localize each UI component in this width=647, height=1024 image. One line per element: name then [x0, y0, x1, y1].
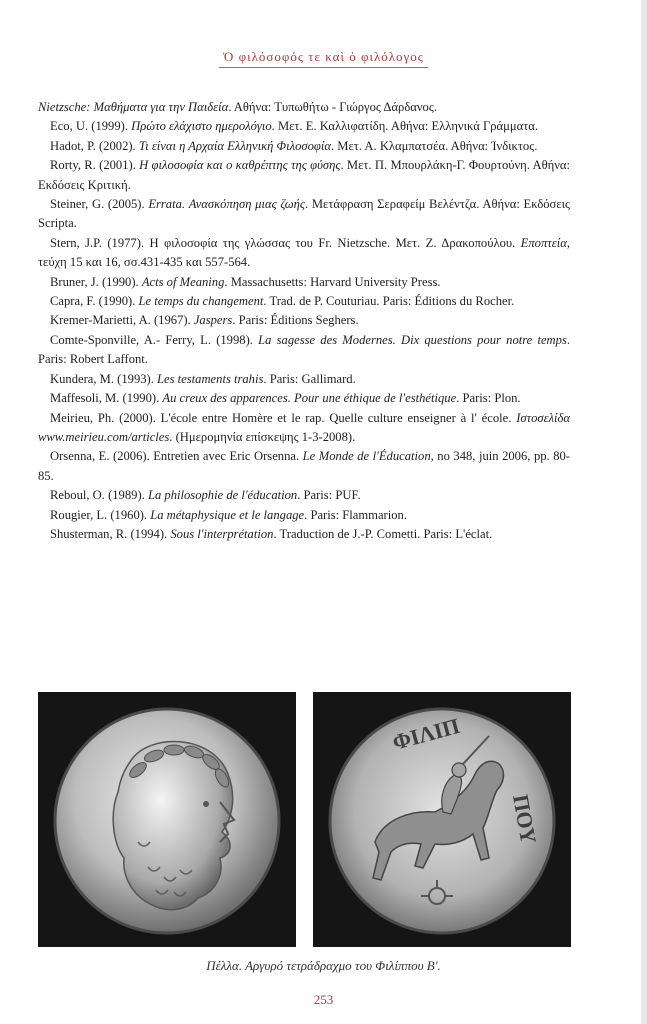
reference-title: Η φιλοσοφία και ο καθρέπτης της φύσης — [139, 158, 341, 173]
reference-entry — [38, 117, 570, 136]
reference-text: . Traduction de J.-P. Cometti. Paris: L'éclat. — [273, 526, 493, 541]
reference-title: Le Monde de l'Éducation — [302, 449, 431, 464]
reference-title: Errata. Ανασκόπηση μιας ζωής — [148, 197, 306, 212]
reference-title: La métaphysique et le langage — [150, 507, 305, 522]
reference-title: Τι είναι η Αρχαία Ελληνική Φιλοσοφία — [138, 138, 331, 153]
reference-title: Πρώτο ελάχιστο ημερολόγιο — [131, 119, 272, 134]
reference-text: . Μετάφραση Σεραφείμ Βελέντζα. Αθήνα: Εκδόσεις Scripta. — [38, 197, 571, 231]
reference-text: Shusterman, R. (1994). — [50, 526, 171, 541]
reference-entry — [38, 311, 570, 330]
reference-title: La sagesse des Modernes. Dix questions pour notre temps — [258, 332, 567, 347]
coin-plates — [38, 692, 570, 947]
rider-head — [452, 763, 466, 777]
reference-text: Stern, J.P. (1977). Η φιλοσοφία της γλώσσας του Fr. Nietzsche. Μετ. Ζ. Δρακοπούλου. — [50, 235, 521, 250]
reference-text: Steiner, G. (2005). — [50, 197, 149, 212]
reference-text: Hadot, P. (2002). — [50, 138, 139, 153]
reference-list — [38, 98, 570, 544]
reference-entry — [38, 525, 570, 544]
reference-title: Les testaments trahis — [157, 371, 264, 386]
coin-inscription-top: ΦΙΛΙΠ — [389, 713, 463, 755]
reference-text: , no 348, juin 2006, pp. 80-85. — [38, 449, 570, 483]
reference-text: . Paris: PUF. — [297, 488, 361, 503]
reference-text: . Μετ. Ε. Καλλιφατίδη. Αθήνα: Ελληνικά Γράμματα. — [271, 119, 539, 134]
reference-text: . Paris: Plon. — [456, 391, 521, 406]
reference-entry — [38, 389, 570, 408]
reference-text: . Μετ. Π. Μπουρλάκη-Γ. Φουρτούνη. Αθήνα: Εκδόσεις Κριτική. — [38, 158, 571, 192]
reference-text: Kundera, M. (1993). — [50, 371, 158, 386]
reference-entry — [38, 195, 570, 234]
reference-text: . Trad. de P. Couturiau. Paris: Éditions du Rocher. — [263, 294, 515, 309]
figure-caption: Πέλλα. Αργυρό τετράδραχμο του Φιλίππου Β'. — [206, 958, 441, 973]
reference-text: . Αθήνα: Τυπωθήτω - Γιώργος Δάρδανος. — [228, 100, 437, 114]
running-head — [0, 48, 647, 66]
reference-entry — [38, 370, 570, 389]
reference-title: Nietzsche: Μαθήματα για την Παιδεία — [38, 100, 229, 114]
reference-text: Rougier, L. (1960). — [50, 507, 151, 522]
reference-entry — [38, 273, 570, 292]
reference-text: Reboul, O. (1989). — [50, 488, 148, 503]
reference-title: Εποπτεία — [520, 235, 567, 250]
reference-text: . (Ημερομηνία επίσκεψης 1-3-2008). — [169, 429, 356, 444]
reference-text: Comte-Sponville, A.- Ferry, L. (1998). — [50, 332, 259, 347]
reference-text: Capra, F. (1990). — [50, 294, 139, 309]
reference-entry — [38, 447, 570, 486]
page-number: 253 — [313, 992, 334, 1007]
reference-entry — [38, 137, 570, 156]
reference-text: Maffesoli, M. (1990). — [50, 391, 163, 406]
reference-entry — [38, 486, 570, 505]
running-head-text: Ὁ φιλόσοφός τε καὶ ὁ φιλόλογος — [219, 49, 428, 68]
reference-title: Au creux des apparences. Pour une éthique de l'esthétique — [162, 391, 457, 406]
reference-title: Jaspers — [193, 313, 233, 328]
coin-obverse-photo — [38, 692, 296, 947]
reference-entry — [38, 98, 570, 117]
reference-text: , τεύχη 15 και 16, σσ.431-435 και 557-564. — [38, 235, 570, 270]
coin-reverse-photo — [313, 692, 571, 947]
reference-text: Meirieu, Ph. (2000). L'école entre Homère et le rap. Quelle culture enseigner à l' école. — [50, 410, 517, 425]
reference-title: Sous l'interprétation — [170, 526, 274, 541]
reference-entry — [38, 506, 570, 525]
page-edge — [641, 0, 647, 1024]
reference-text: . Μετ. Α. Κλαμπατσέα. Αθήνα: Ίνδικτος. — [330, 138, 538, 153]
reference-title: Ιστοσελίδα www.meirieu.com/articles — [38, 410, 570, 444]
reference-text: . Paris: Flammarion. — [304, 507, 407, 522]
reference-text: Orsenna, E. (2006). Entretien avec Eric Orsenna. — [50, 449, 303, 464]
reference-entry — [38, 292, 570, 311]
reference-title: Le temps du changement — [138, 294, 264, 309]
reference-text: . Paris: Gallimard. — [263, 371, 356, 386]
reference-title: Acts of Meaning — [141, 274, 225, 289]
reference-text: Bruner, J. (1990). — [50, 274, 142, 289]
reference-title: La philosophie de l'éducation — [147, 488, 298, 503]
reference-text: Eco, U. (1999). — [50, 119, 132, 134]
reference-text: Rorty, R. (2001). — [50, 158, 140, 173]
reference-entry — [38, 156, 570, 195]
reference-text: . Paris: Éditions Seghers. — [232, 313, 359, 328]
reference-text: . Paris: Robert Laffont. — [38, 332, 571, 367]
reference-entry — [38, 409, 570, 448]
coin-inscription-side: ΠΟΥ — [508, 792, 542, 846]
reference-text: Kremer-Marietti, A. (1967). — [50, 313, 194, 328]
reference-entry — [38, 234, 570, 273]
eye — [203, 801, 209, 807]
reference-text: . Massachusetts: Harvard University Press. — [224, 274, 441, 289]
reference-entry — [38, 331, 570, 370]
